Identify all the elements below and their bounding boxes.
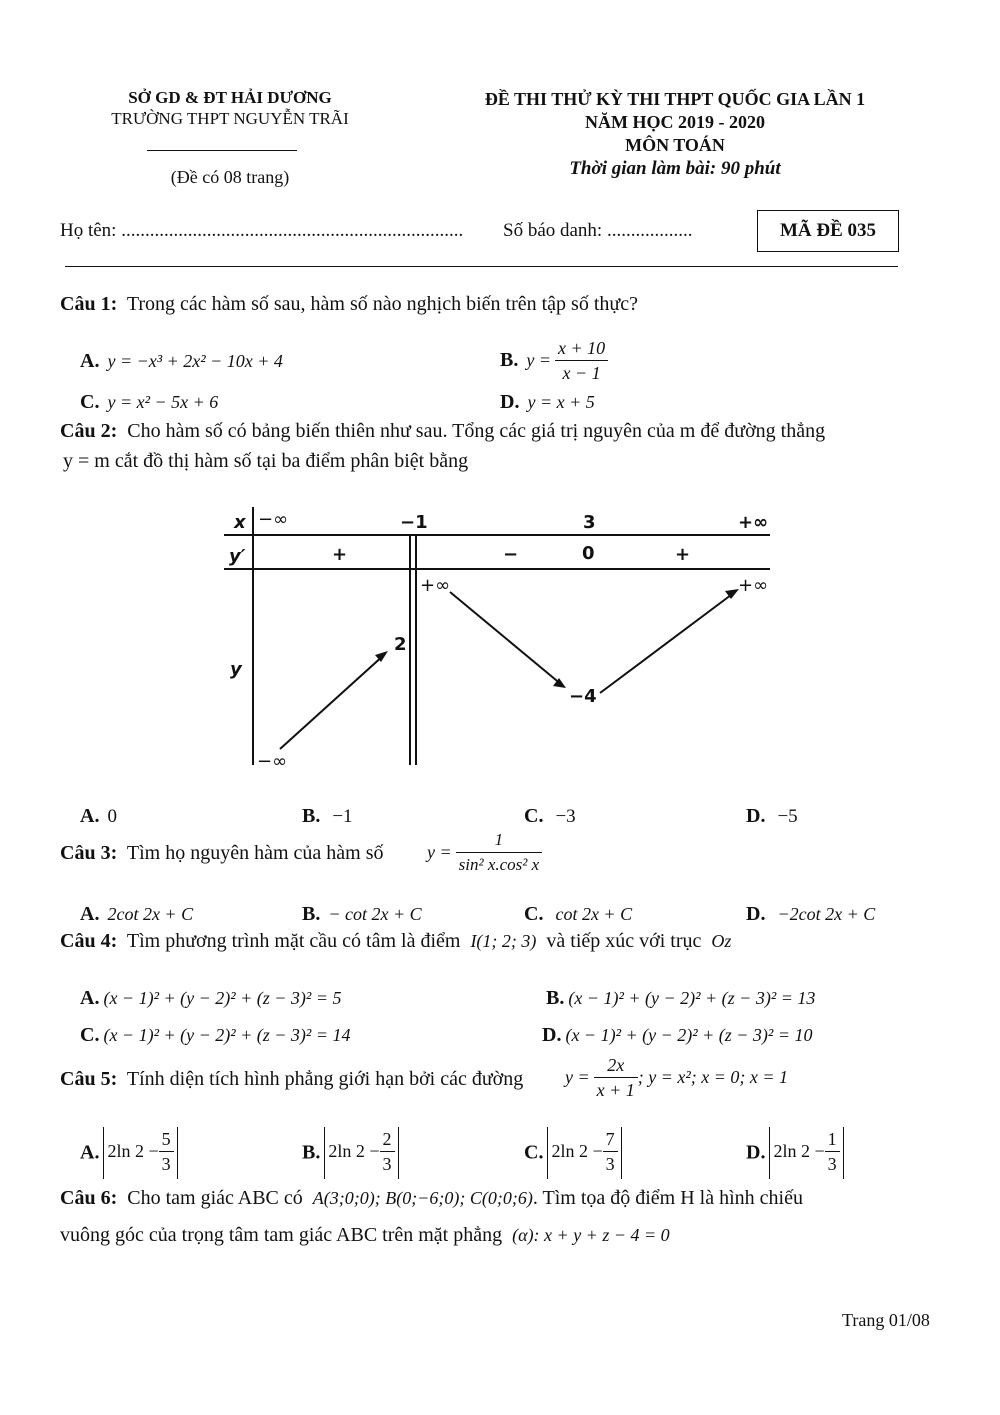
y-label: y (230, 659, 242, 680)
student-name-field: Họ tên: ........................................................................ (60, 220, 464, 241)
q2-option-a (80, 805, 117, 828)
q4-option-b (546, 987, 815, 1010)
option-value: − cot 2x + C (328, 904, 422, 924)
decreasing-arrow (450, 592, 562, 685)
denominator: x + 1 (596, 1080, 635, 1100)
option-letter: A. (80, 350, 100, 372)
question-1 (60, 293, 638, 316)
fraction (603, 1127, 618, 1176)
time-limit: Thời gian làm bài: 90 phút (569, 158, 781, 179)
numerator: x + 10 (555, 336, 608, 361)
q3-function (427, 828, 542, 877)
q3-option-c (524, 903, 632, 926)
variation-table (220, 505, 780, 775)
fraction (825, 1127, 840, 1176)
exam-title: ĐỀ THI THỬ KỲ THI THPT QUỐC GIA LẦN 1 (484, 89, 866, 109)
numerator: 2 (380, 1127, 395, 1152)
question-text: vuông góc của trọng tâm tam giác ABC trên mặt phẳng (60, 1224, 503, 1246)
option-lhs: y = (526, 350, 551, 370)
q4-option-c (80, 1024, 350, 1047)
question-3 (60, 842, 384, 865)
x-critical-2: 3 (583, 512, 596, 533)
q5-option-a (80, 1127, 178, 1179)
fraction (159, 1127, 174, 1176)
question-6-cont (60, 1224, 670, 1247)
question-label: Câu 5: (60, 1068, 118, 1090)
triangle-points: A(3;0;0); B(0;−6;0); C(0;0;6) (312, 1188, 533, 1208)
question-text: Cho hàm số có bảng biến thiên như sau. Tổng các giá trị nguyên của m để đường thẳng (127, 420, 826, 442)
option-value: −3 (555, 806, 576, 827)
q2-option-c (524, 805, 576, 828)
q2-option-b (302, 805, 353, 828)
y-local-max: 2 (394, 634, 407, 655)
option-letter: C. (524, 1141, 544, 1164)
q1-option-b (500, 336, 608, 385)
question-text: . Tìm tọa độ điểm H là hình chiếu (532, 1187, 803, 1209)
question-4 (60, 930, 731, 953)
subject: MÔN TOÁN (625, 135, 725, 155)
option-value: (x − 1)² + (y − 2)² + (z − 3)² = 14 (103, 1025, 351, 1045)
q5-curves (565, 1053, 788, 1102)
option-letter: A. (80, 987, 100, 1009)
question-text: Tìm họ nguyên hàm của hàm số (126, 842, 384, 864)
question-5 (60, 1068, 523, 1091)
option-letter: D. (746, 805, 766, 827)
y-neg-inf: −∞ (257, 751, 288, 772)
expression: 2ln 2 − (328, 1141, 380, 1161)
absolute-value (103, 1127, 177, 1179)
option-value: (x − 1)² + (y − 2)² + (z − 3)² = 13 (568, 988, 816, 1008)
option-value: y = x + 5 (527, 392, 595, 412)
question-2-cont: y = m cắt đồ thị hàm số tại ba điểm phân biệt bằng (63, 450, 469, 472)
question-2 (60, 420, 825, 443)
plane-equation: (α): x + y + z − 4 = 0 (512, 1225, 670, 1245)
option-value: 2cot 2x + C (107, 904, 194, 924)
option-letter: D. (500, 391, 520, 413)
denominator: 3 (605, 1154, 615, 1174)
function-lhs: y = (565, 1067, 590, 1087)
option-value: −5 (777, 806, 798, 827)
absolute-value (324, 1127, 398, 1179)
option-letter: D. (746, 1141, 766, 1164)
numerator: 1 (456, 828, 543, 853)
option-letter: A. (80, 903, 100, 925)
pages-note: (Đề có 08 trang) (170, 167, 290, 187)
x-pos-inf: +∞ (738, 512, 769, 533)
question-label: Câu 1: (60, 293, 118, 315)
q1-option-d (500, 391, 595, 414)
option-value: (x − 1)² + (y − 2)² + (z − 3)² = 10 (565, 1025, 813, 1045)
option-letter: B. (302, 903, 321, 925)
fraction (380, 1127, 395, 1176)
x-neg-inf: −∞ (258, 509, 289, 530)
y-local-min: −4 (569, 686, 597, 707)
numerator: 2x (594, 1053, 638, 1078)
q3-option-b (302, 903, 422, 926)
y-pos-inf-right: +∞ (738, 575, 769, 596)
q3-option-d (746, 903, 875, 926)
question-6 (60, 1187, 803, 1210)
header-divider (147, 150, 297, 151)
denominator: 3 (827, 1154, 837, 1174)
question-text: Tính diện tích hình phẳng giới hạn bởi các đường (126, 1068, 524, 1090)
absolute-value (769, 1127, 843, 1179)
question-label: Câu 2: (60, 420, 118, 442)
option-letter: D. (542, 1024, 562, 1046)
school-year: NĂM HỌC 2019 - 2020 (585, 112, 765, 132)
q1-option-c (80, 391, 218, 414)
option-letter: C. (80, 391, 100, 413)
option-letter: B. (302, 805, 321, 827)
option-letter: B. (500, 349, 519, 371)
question-text: Tìm phương trình mặt cầu có tâm là điểm (126, 930, 461, 952)
option-letter: C. (524, 805, 544, 827)
q2-option-d (746, 805, 798, 828)
denominator: x − 1 (562, 363, 601, 383)
option-letter: A. (80, 805, 100, 827)
absolute-value (547, 1127, 621, 1179)
option-value: −1 (332, 806, 353, 827)
yprime-label: y′ (229, 546, 246, 567)
expression: 2ln 2 − (773, 1141, 825, 1161)
question-label: Câu 6: (60, 1187, 118, 1209)
option-letter: D. (746, 903, 766, 925)
department-name: SỞ GD & ĐT HẢI DƯƠNG (128, 88, 332, 107)
q5-option-c (524, 1127, 622, 1179)
derivative-zero: 0 (582, 543, 595, 564)
numerator: 7 (603, 1127, 618, 1152)
option-value: 0 (107, 806, 117, 827)
x-label: x (234, 512, 246, 533)
option-letter: B. (546, 987, 565, 1009)
student-id-field: Số báo danh: .................. (503, 220, 693, 241)
school-name: TRƯỜNG THPT NGUYỄN TRÃI (111, 109, 349, 128)
expression: 2ln 2 − (107, 1141, 159, 1161)
page-number: Trang 01/08 (842, 1310, 930, 1330)
option-letter: C. (80, 1024, 100, 1046)
q5-option-d (746, 1127, 844, 1179)
numerator: 1 (825, 1127, 840, 1152)
increasing-arrow (600, 592, 735, 693)
option-value: −2cot 2x + C (777, 904, 876, 924)
sign-plus: + (675, 544, 691, 565)
option-value: cot 2x + C (555, 904, 633, 924)
q5-option-b (302, 1127, 399, 1179)
sign-minus: − (503, 544, 519, 565)
expression: 2ln 2 − (551, 1141, 603, 1161)
function-lhs: y = (427, 842, 452, 862)
y-pos-inf-left: +∞ (420, 575, 451, 596)
exam-code-box: MÃ ĐỀ 035 (757, 210, 899, 252)
denominator: sin² x.cos² x (458, 855, 540, 874)
option-value: (x − 1)² + (y − 2)² + (z − 3)² = 5 (103, 988, 342, 1008)
q1-option-a (80, 350, 283, 373)
x-critical-1: −1 (400, 512, 428, 533)
fraction (594, 1053, 638, 1102)
q4-option-d (542, 1024, 812, 1047)
header-separator (65, 266, 898, 267)
curve-list: ; y = x²; x = 0; x = 1 (637, 1067, 789, 1087)
increasing-arrow (280, 654, 385, 749)
option-value: y = −x³ + 2x² − 10x + 4 (107, 351, 283, 371)
q3-option-a (80, 903, 193, 926)
denominator: 3 (382, 1154, 392, 1174)
q4-option-a (80, 987, 341, 1010)
sign-plus: + (332, 544, 348, 565)
option-value: y = x² − 5x + 6 (107, 392, 219, 412)
option-letter: A. (80, 1141, 100, 1164)
axis-name: Oz (711, 931, 732, 951)
question-text: Trong các hàm số sau, hàm số nào nghịch biến trên tập số thực? (126, 293, 638, 315)
fraction (456, 828, 543, 877)
center-point: I(1; 2; 3) (470, 931, 537, 951)
question-text: Cho tam giác ABC có (127, 1187, 303, 1209)
denominator: 3 (161, 1154, 171, 1174)
option-letter: C. (524, 903, 544, 925)
option-letter: B. (302, 1141, 321, 1164)
numerator: 5 (159, 1127, 174, 1152)
question-label: Câu 3: (60, 842, 118, 864)
question-text: và tiếp xúc với trục (546, 930, 702, 952)
fraction (555, 336, 608, 385)
question-label: Câu 4: (60, 930, 118, 952)
